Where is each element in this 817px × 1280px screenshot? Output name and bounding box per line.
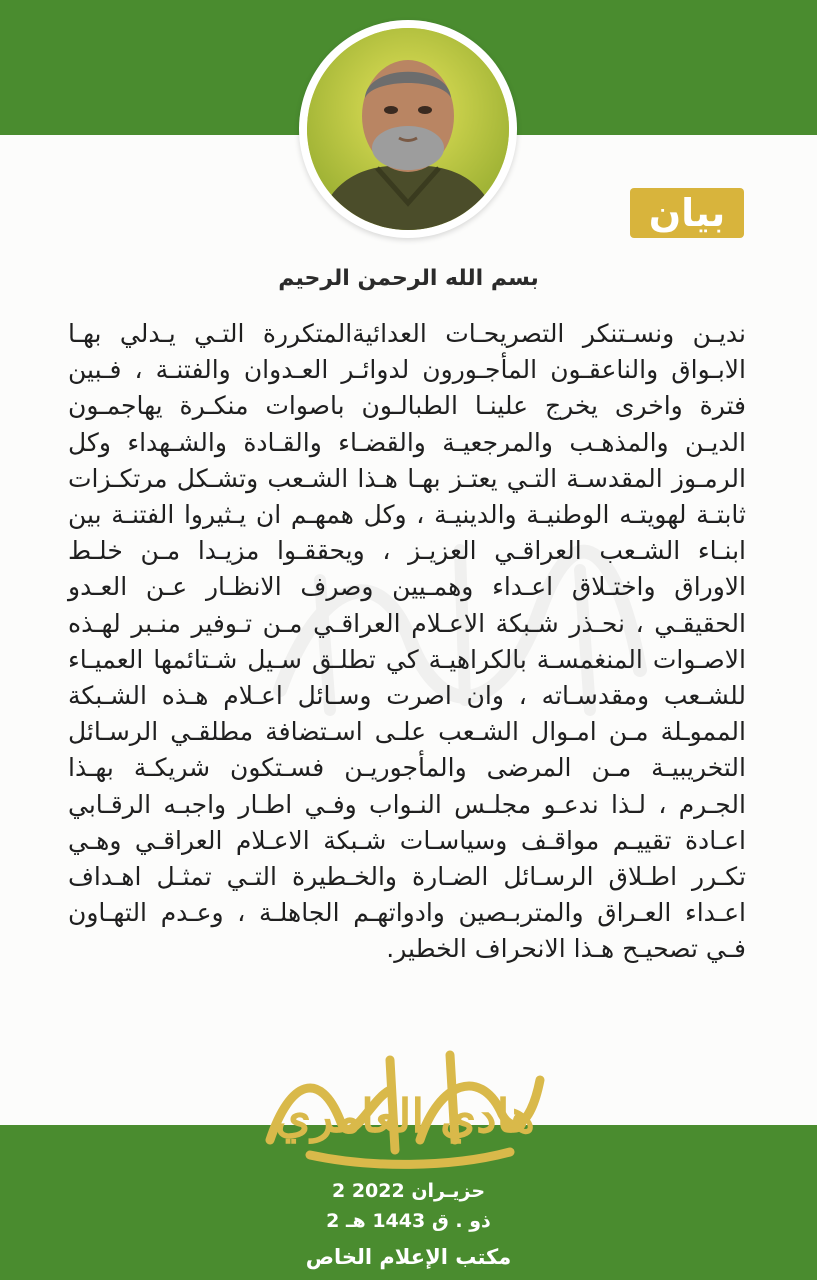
badge-label: بيان — [648, 191, 726, 235]
calligraphic-signature — [250, 1040, 560, 1170]
statement-body: نديـن ونسـتنكر التصريحـات العدائيةالمتكررة التـي يـدلي بهـا الابـواق والناعقـون المأجـورون لدوائـر العـدوان والفتنـة ، فـبين فترة واخرى يخرج علينـا الطبالـون باصوات منكـرة يهاجمـون الديـن والمذهـب والمرجعيـة والقضـاء والقـادة والشـهداء وكل الرمـوز المقدسـة التـي يعتـز بهـا هـذا الشـعب وتشـكل مرتكـزات ثابتـة لهويتـه الوطنيـة والدينيـة ، وكل همهـم ان يـثيروا الفتنـة بين ابنـاء الشـعب العراقـي العزيـز ، ويحققـوا مزيـدا مـن خلـط الاوراق واختـلاق اعـداء وهمـيين وصرف الانظـار عـن العـدو الحقيقـي ، نحـذر شـبكة الاعـلام العراقـي مـن تـوفير منـبر لهـذه الاصـوات المنغمسـة بالكراهيـة كي تطلـق سـيل شـتائمها العميـاء للشـعب ومقدسـاته ، وان اصرت وسـائل اعـلام هـذه الشـبكة المموـلة مـن امـوال الشـعب علـى اسـتضافة مطلقـي الرسـائل التخريبيـة مـن المرضى والمأجوريـن فسـتكون شريكـة بهـذا الجـرم ، لـذا ندعـو مجلـس النـواب وفـي اطـار واجبـه الرقـابي اعـادة تقييـم مواقـف وسياسـات شـبكة الاعـلام العراقـي وهـي تكـرر اطـلاق الرسـائل الضـارة والخـطيرة التـي تمثـل اهـداف اعـداء العـراق والمتربـصين وادواتهـم الجاهلـة ، وعـدم التهـاون فـي تصحيـح هـذا الانحراف الخطير. — [68, 319, 746, 964]
speaker-portrait — [307, 28, 509, 230]
signature-text: هادي العامري — [275, 1089, 535, 1143]
date-gregorian: 2 حزيـران 2022 — [331, 1180, 486, 1202]
date-hijri: 2 ذو . ق 1443 هـ — [326, 1210, 491, 1232]
basmala-heading: بسم الله الرحمن الرحيم — [278, 266, 539, 291]
date-block — [0, 1176, 817, 1274]
office-name: مكتب الإعلام الخاص — [305, 1245, 512, 1269]
statement-badge — [630, 188, 744, 238]
